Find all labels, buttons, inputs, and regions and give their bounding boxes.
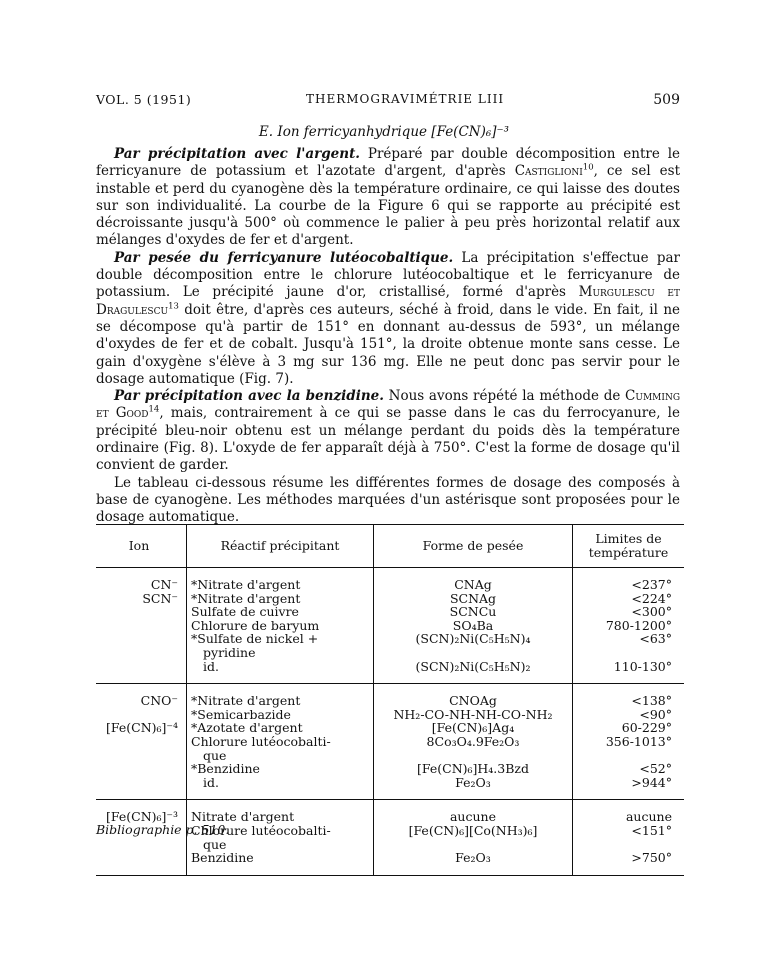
cell-forme [374,800,573,875]
cell-line: [Fe(CN)₆]Ag₄ [431,720,515,736]
author-name: Murgulescu [578,284,655,301]
reference-number: 10 [582,162,594,173]
cell-ion [96,684,187,800]
header-line: Limites de [595,531,662,546]
cell-line: <151° [631,822,672,838]
cell-line: *Nitrate d'argent [191,577,301,592]
cell-line [577,838,672,852]
cell-line: [Fe(CN)₆]⁻³ [105,809,178,825]
column-header-reactif: Réactif précipitant [187,525,374,568]
cell-line: *Semicarbazide [191,706,291,722]
cell-line: CNO⁻ [140,693,178,709]
cell-line: CNOAg [449,693,497,709]
cell-line: Chlorure lutéocobalti- [191,733,331,749]
paragraph-luteocobaltique [96,250,680,388]
cell-reactif [187,568,374,684]
table-row [96,568,684,684]
paragraph-lead: Par pesée du ferricyanure lutéocobaltique. [114,249,454,266]
paragraph-lead: Par précipitation avec l'argent. [114,146,361,162]
cell-line: CNAg [454,577,492,592]
cell-line: 110-130° [613,658,672,674]
cell-line: <224° [631,590,672,606]
journal-section-title: THERMOGRAVIMÉTRIE LIII [306,92,505,106]
paragraph-summary: Le tableau ci-dessous résume les différentes formes de dosage des composés à base de cyanogène. Les méthodes marquées d'un astérisque sont proposées pour le dosage automatique. [96,474,680,526]
cell-temp [573,800,685,875]
paragraph-text: Nous avons répété la méthode de [383,388,626,405]
cell-line: 8Co₃O₄.9Fe₂O₃ [426,733,520,749]
author-conjunction: et [654,284,680,301]
cell-line: (SCN)₂Ni(C₅H₅N)₂ [415,658,531,674]
cell-line [577,646,672,660]
paragraph-text: Préparé par double décomposition entre le ferricyanure de potassium et l'azotate d'argent, d'après [96,146,680,180]
paragraph-argent [96,146,680,250]
page-number: 509 [653,92,680,108]
cell-reactif [187,800,374,875]
section-heading: E. Ion ferricyanhydrique [Fe(CN)₆]⁻³ [258,124,510,140]
cell-line: SO₄Ba [452,617,494,633]
cell-line: id. [203,658,219,674]
cell-line: Sulfate de cuivre [191,604,299,620]
cell-line: [Fe(CN)₆]H₄.3Bzd [416,761,530,777]
cell-line: SCNAg [449,590,497,606]
cell-line [378,646,568,660]
author-name: Dragulescu [96,301,169,318]
cell-line: CN⁻ [150,577,178,592]
cell-line: <138° [631,693,672,709]
table-header-row [96,525,684,568]
cell-line: 780-1200° [605,617,672,633]
cell-line: *Nitrate d'argent [191,590,301,606]
cell-line: <90° [639,706,672,722]
cell-temp [573,684,685,800]
cell-line: Fe₂O₃ [455,774,491,790]
cell-line: id. [203,774,219,790]
header-line: température [588,545,669,560]
cell-line: *Benzidine [191,761,260,777]
cell-forme [374,684,573,800]
paragraph-text: doit être, d'après ces auteurs, séché à froid, dans le vide. En fait, il ne se décompose qu'à partir de 151° en donnant au-dessus de 593°, un mélange d'oxydes de fer et de cobalt. Jusqu'à 151°, la droite obtenue monte sans cesse. Le gain d'oxygène s'élève à 3 mg sur 136 mg. Elle ne peut donc pas servir pour le dosage automatique (Fig. 7). [96,301,680,387]
reference-number: 13 [168,301,179,312]
paragraph-text: La précipitation s'effectue par double décomposition entre le chlorure lutéocobaltique et le ferricyanure de potassium. Le précipité jaune d'or, cristallisé, formé d'après [96,249,680,301]
cell-line: [Fe(CN)₆][Co(NH₃)₆] [408,822,538,838]
cell-line: que [203,836,227,852]
cell-line: 356-1013° [605,733,672,749]
table-row [96,800,684,875]
cell-forme [374,568,573,684]
cell-line: *Nitrate d'argent [191,693,301,709]
cell-line: [Fe(CN)₆]⁻⁴ [105,720,178,736]
paragraph-lead: Par précipitation avec la benzidine. [114,388,384,405]
cell-ion [96,568,187,684]
cell-ion [96,800,187,875]
cell-line: aucune [625,809,672,825]
author-name: Castiglioni [514,163,583,180]
cell-line: aucune [449,809,496,825]
reference-number: 14 [148,404,160,415]
cell-line: NH₂-CO-NH-NH-CO-NH₂ [393,706,553,722]
cell-line: SCNCu [449,604,497,620]
cell-temp [573,568,685,684]
cell-line: <237° [631,577,672,592]
cell-line: Fe₂O₃ [455,850,491,866]
cell-line: (SCN)₂Ni(C₅H₅N)₄ [415,631,531,647]
cell-line: pyridine [203,644,256,660]
cell-line: Benzidine [191,850,254,866]
bibliography-note: Bibliographie p. 510. [96,822,230,837]
running-head [96,92,680,110]
cell-line: >944° [631,774,672,790]
cell-line: *Sulfate de nickel + [191,631,319,647]
cell-line: <52° [639,761,672,777]
cell-line [378,749,568,763]
cell-line: Chlorure de baryum [191,617,320,633]
paragraph-benzidine [96,388,680,474]
paragraph-text: , mais, contrairement à ce qui se passe dans le cas du ferrocyanure, le précipité bleu-noir obtenu est un mélange perdant du poids dès la température ordinaire (Fig. 8). L'oxyde de fer apparaît déjà à 750°. C'est la forme de dosage qu'il convient de garder. [96,405,680,474]
body-text [96,146,680,527]
cell-reactif [187,684,374,800]
cell-line: *Azotate d'argent [191,720,303,736]
cell-line: <300° [631,604,672,620]
cell-line: que [203,747,227,763]
cell-line: SCN⁻ [142,590,178,606]
cell-line: 60-229° [621,720,672,736]
cell-line [378,838,568,852]
cell-line: Nitrate d'argent [191,809,295,825]
author-name: Cumming et Good [96,388,681,422]
paragraph-text: , ce sel est instable et perd du cyanogène dès la température ordinaire, ce qui laisse des doutes sur son individualité. La courbe de la Figure 6 qui se rapporte au précipité est décroissante jusqu'à 500° où commence le palier à peu près horizontal relatif aux mélanges d'oxydes de fer et d'argent. [96,163,680,249]
column-header-ion: Ion [96,525,187,568]
volume-label: VOL. 5 (1951) [96,92,192,107]
cell-line [100,708,178,722]
cell-line: Chlorure lutéocobalti- [191,822,331,838]
column-header-forme: Forme de pesée [374,525,573,568]
cell-line [577,749,672,763]
cell-line: <63° [639,631,672,647]
cell-line: >750° [631,850,672,866]
table-row [96,684,684,800]
column-header-temperature [573,525,685,568]
